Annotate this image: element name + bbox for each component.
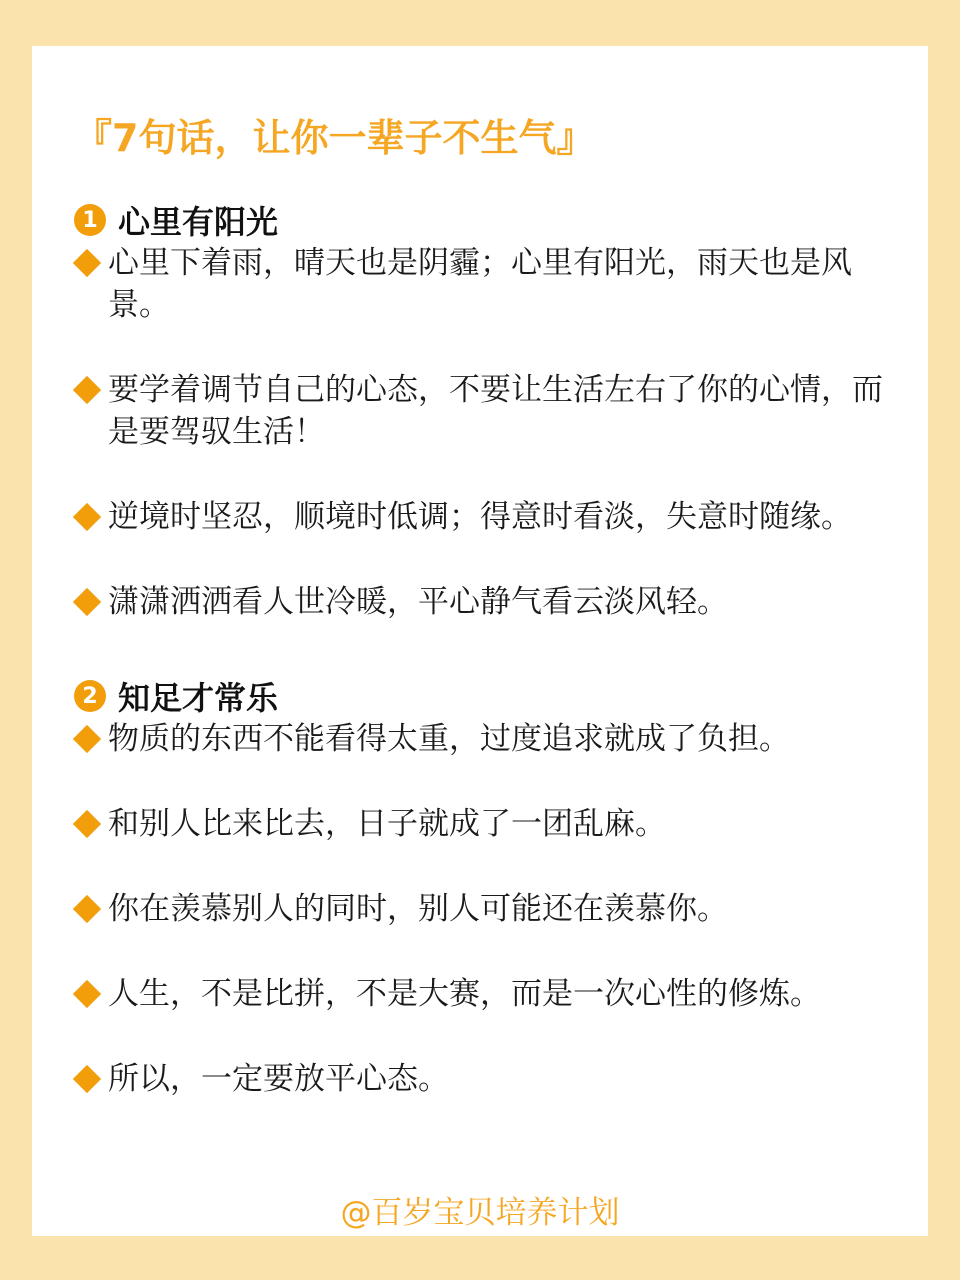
list-item-text: 逆境时坚忍，顺境时低调；得意时看淡，失意时随缘。 <box>108 499 852 535</box>
list-item-text: 心里下着雨，晴天也是阴霾；心里有阳光，雨天也是风景。 <box>108 245 852 323</box>
section-heading-text: 知足才常乐 <box>118 679 279 717</box>
page-title: 『7句话，让你一辈子不生气』 <box>74 116 595 160</box>
list-item-text: 你在羡慕别人的同时，别人可能还在羡慕你。 <box>108 891 728 927</box>
diamond-bullet-icon <box>73 376 101 404</box>
diamond-bullet-icon <box>73 249 101 277</box>
diamond-bullet-icon <box>73 980 101 1008</box>
section-2 <box>74 674 904 1143</box>
diamond-bullet-icon <box>73 1065 101 1093</box>
diamond-bullet-icon <box>73 810 101 838</box>
section-heading <box>74 674 904 718</box>
content-card <box>32 46 928 1236</box>
diamond-bullet-icon <box>73 895 101 923</box>
diamond-bullet-icon <box>73 588 101 616</box>
list-item <box>74 496 904 538</box>
footer-signature: @百岁宝贝培养计划 <box>340 1195 620 1231</box>
list-item-text: 和别人比来比去，日子就成了一团乱麻。 <box>108 806 666 842</box>
list-item <box>74 888 904 930</box>
section-heading-text: 心里有阳光 <box>118 203 279 241</box>
list-item <box>74 973 904 1015</box>
section-heading <box>74 198 904 242</box>
number-2-icon: 2 <box>74 680 106 712</box>
list-item-text: 物质的东西不能看得太重，过度追求就成了负担。 <box>108 721 790 757</box>
list-item-text: 要学着调节自己的心态，不要让生活左右了你的心情，而是要驾驭生活！ <box>108 372 883 450</box>
list-item <box>74 718 904 760</box>
section-1 <box>74 198 904 666</box>
list-item-text: 所以，一定要放平心态。 <box>108 1061 449 1097</box>
diamond-bullet-icon <box>73 725 101 753</box>
diamond-bullet-icon <box>73 503 101 531</box>
list-item <box>74 242 904 326</box>
list-item <box>74 1058 904 1100</box>
number-1-icon: 1 <box>74 204 106 236</box>
list-item <box>74 581 904 623</box>
list-item <box>74 803 904 845</box>
list-item-text: 潇潇洒洒看人世冷暖，平心静气看云淡风轻。 <box>108 584 728 620</box>
list-item <box>74 369 904 453</box>
list-item-text: 人生，不是比拼，不是大赛，而是一次心性的修炼。 <box>108 976 821 1012</box>
